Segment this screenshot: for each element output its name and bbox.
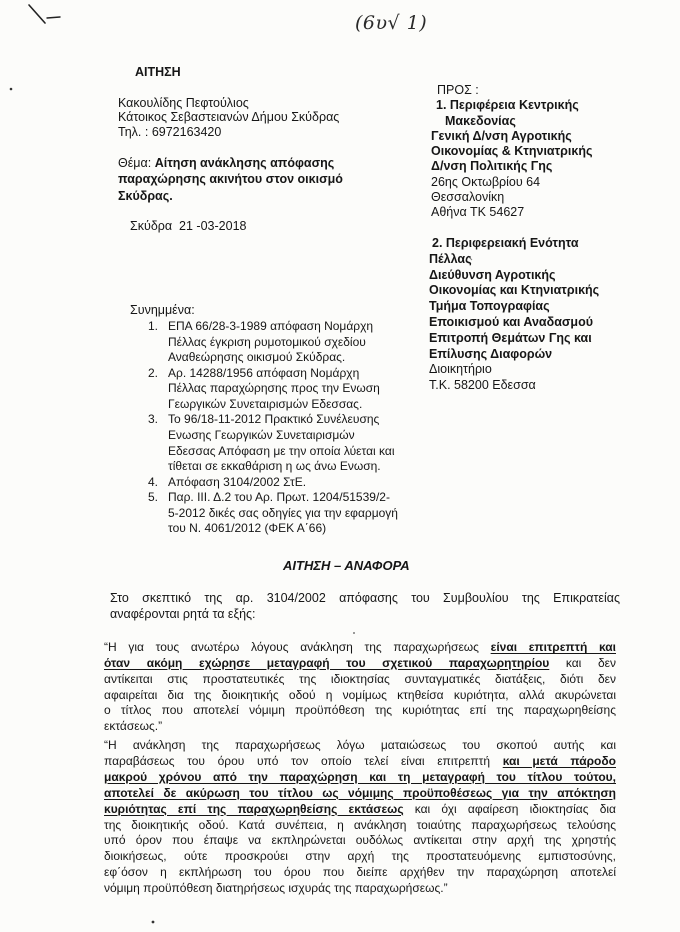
attachment-line: Πέλλας παραχώρησης προς την Ενωση [168,381,380,396]
quote-text: αντίκειται στις προστατευτικές της ιδιοκτησίας συνταγματικές διατάξεις, διότι δεν [104,671,616,686]
recipient-heading-line: 2. Περιφερειακή Ενότητα [432,236,579,250]
recipient-address-line: Αθήνα ΤΚ 54627 [431,205,525,220]
recipient-heading-line: Τμήμα Τοπογραφίας [429,299,550,314]
attachment-line: Ενωσης Γεωργικών Συνεταιρισμών [168,428,355,443]
recipient-heading-line: Διεύθυνση Αγροτικής [429,267,556,282]
recipient-heading-line: Πέλλας [429,251,472,266]
quote-line [104,656,616,672]
subject-text: Αίτηση ανάκλησης απόφασης [154,155,335,170]
place-date: Σκύδρα 21 -03-2018 [130,219,247,233]
subject-label: Θέμα: [118,155,152,170]
quote-line [104,640,616,656]
quote-text: και όχι αφαίρεση ιδιοκτησίας δια [403,801,616,816]
quote-line [104,688,616,704]
attachment-line: Το 96/18-11-2012 Πρακτικό Συνέλευσης [168,412,380,427]
recipient-block-first [431,98,593,220]
attachment-number: 5. [148,490,159,505]
subject-line [118,188,343,205]
attachment-line: του Ν. 4061/2012 (ΦΕΚ Α΄66) [168,521,327,536]
intro-line: Στο σκεπτικό της αρ. 3104/2002 απόφασης του Συμβουλίου της Επικρατείας [110,591,620,606]
sender-line: Κάτοικος Σεβαστειανών Δήμου Σκύδρας [118,110,340,125]
recipient-heading-line: Εποικισμού και Αναδασμού [429,314,593,329]
attachment-line: Απόφαση 3104/2002 ΣτΕ. [168,474,307,489]
quote-text: αφαιρείται δια της διοικητικής οδού η νομίμως κτηθείσα κυριότητα, αλλά ακυρώνεται [104,687,616,702]
recipient-heading-line: Μακεδονίας [445,113,516,128]
attachments-label: Συνημμένα: [130,303,195,317]
attachment-line: Αρ. 14288/1956 απόφαση Νομάρχη [168,365,360,380]
recipient-address-line: Διοικητήριο [429,362,492,377]
body-heading: ΑΙΤΗΣΗ – ΑΝΑΦΟΡΑ [283,558,410,573]
quote-text: παραβάσεως του όρου υπό τον οποίο τελεί είναι επιτρεπτή [104,753,503,768]
quote-line [104,818,616,834]
attachments-list [148,319,418,537]
quote-line [104,703,616,719]
quote-emphasis: μακρού χρόνου από την παραχώρηση και τη μεταγραφή του τίτλου τούτου, [104,769,616,784]
quote-text: διοικήσεως, ούτε προσκρούει στην αρχή της προστατευόμενης εμπιστοσύνης, [104,849,616,864]
sender-line: Τηλ. : 6972163420 [118,125,222,139]
attachment-line: Πέλλας έγκριση ρυμοτομικού σχεδίου [168,334,366,349]
quote-line [104,719,616,735]
quote-line [104,672,616,688]
quote-text: “Η ανάκληση της παραχωρήσεως λόγω ματαιώσεως του σκοπού αυτής και [104,738,616,752]
attachment-number: 1. [148,319,159,334]
recipient-heading-line: Οικονομίας και Κτηνιατρικής [429,283,600,298]
attachment-number: 3. [148,412,159,427]
attachment-line: 5-2012 δικές σας οδηγίες για την εφαρμογή [168,505,398,520]
attachment-line: Παρ. ΙΙΙ. Δ.2 του Αρ. Πρωτ. 1204/51539/2- [168,490,390,505]
attachment-line: τίθεται σε εκκαθάριση η ως άνω Ενωση. [168,459,381,474]
subject-block [118,155,343,205]
attachment-line: Αναθεώρησης οικισμού Σκύδρας. [168,350,346,365]
quote-text: της διοικητικής οδού. Κατά συνέπεια, η ανάκληση τοιαύτης παραχωρήσεως τελούσης [104,817,616,832]
bottom-dot [152,921,155,924]
quote-text: εφ΄όσον η εκπλήρωση του όρου που διείπε αρχήθεν την παραχώρηση αποτελεί [104,865,616,880]
intro-paragraph [110,591,620,621]
quote-line [104,738,616,754]
recipient-heading-line: Οικονομίας & Κτηνιατρικής [431,144,593,159]
subject-text: παραχώρησης ακινήτου στον οικισμό [118,172,343,187]
attachment-item [148,412,418,474]
quote-text: υπό όρον που έπαψε να εκπληρώνεται ουδόλως αντίκειται στην αρχή της χρηστής [104,833,616,848]
quote-emphasis: και μετά πάροδο [502,753,616,768]
quote-line [104,770,616,786]
subject-text: Σκύδρας. [118,188,173,203]
recipient-address-line: 26ης Οκτωβρίου 64 [431,174,541,189]
quote-text: ο τίτλος που αποτελεί νόμιμη προϋπόθεση της κυριότητας επί της παραχωρηθείσης [104,703,616,718]
subject-line [118,155,343,172]
quote-text: και δεν [549,655,617,670]
quote-line [104,833,616,849]
recipient-block-second [429,236,599,394]
quote-paragraph [104,738,616,897]
quote-line [104,786,616,802]
quote-paragraph [104,640,616,735]
attachment-number: 2. [148,365,159,380]
margin-dot [10,88,13,91]
recipient-address-line: Τ.Κ. 58200 Εδεσσα [429,378,536,393]
quote-emphasis: αποτελεί δε ακύρωση του τίτλου ως νόμιμης προϋποθέσεως για την απόκτηση [104,785,616,800]
quote-line [104,881,616,897]
recipient-heading-line: Γενική Δ/νση Αγροτικής [431,128,572,143]
intro-line: αναφέρονται ρητά τα εξής: [110,606,256,621]
handwritten-dash-mark [47,17,60,18]
recipient-heading-line: Επιτροπή Θεμάτων Γης και [429,330,592,345]
attachment-line: ΕΠΑ 66/28-3-1989 απόφαση Νομάρχη [168,319,374,334]
recipient-heading-line: Δ/νση Πολιτικής Γης [431,159,553,174]
quote-text: “Η για τους ανωτέρω λόγους ανάκληση της παραχωρήσεως [104,640,491,654]
quote-emphasis: είναι επιτρεπτή και [490,640,616,654]
paper-speck [353,632,355,634]
attachment-line: Εδεσσας Απόφαση με την οποία λύεται και [168,443,395,458]
attachment-item [148,319,418,366]
quote-line [104,865,616,881]
attachment-item [148,366,418,413]
handwritten-note: (6υ√ 1) [355,12,428,34]
recipient-label: ΠΡΟΣ : [437,83,479,97]
attachment-number: 4. [148,474,159,489]
doc-type-title: ΑΙΤΗΣΗ [135,65,181,79]
recipient-address-line: Θεσσαλονίκη [431,190,505,205]
sender-block [118,96,339,140]
subject-line [118,171,343,188]
attachment-line: Γεωργικών Συνεταιρισμών Εδεσσας. [168,396,363,411]
attachment-item [148,475,418,491]
quote-emphasis: κυριότητας επί της παραχωρηθείσης εκτάσεως [104,801,404,816]
attachment-item [148,490,418,537]
quote-line [104,754,616,770]
quote-line [104,849,616,865]
quote-line [104,802,616,818]
recipient-heading-line: 1. Περιφέρεια Κεντρικής [436,98,579,113]
quote-text: εκτάσεως.” [104,719,163,734]
recipient-heading-line: Επίλυσης Διαφορών [429,346,553,361]
handwritten-tick-mark [29,5,45,23]
quote-emphasis: όταν ακόμη εχώρησε μεταγραφή του σχετικού παραχωρητηρίου [104,655,550,670]
quote-text: νόμιμη προϋπόθεση διατηρήσεως ισχυράς της παραχωρήσεως.” [104,881,448,896]
sender-line: Κακουλίδης Πεφτούλιος [118,95,249,110]
